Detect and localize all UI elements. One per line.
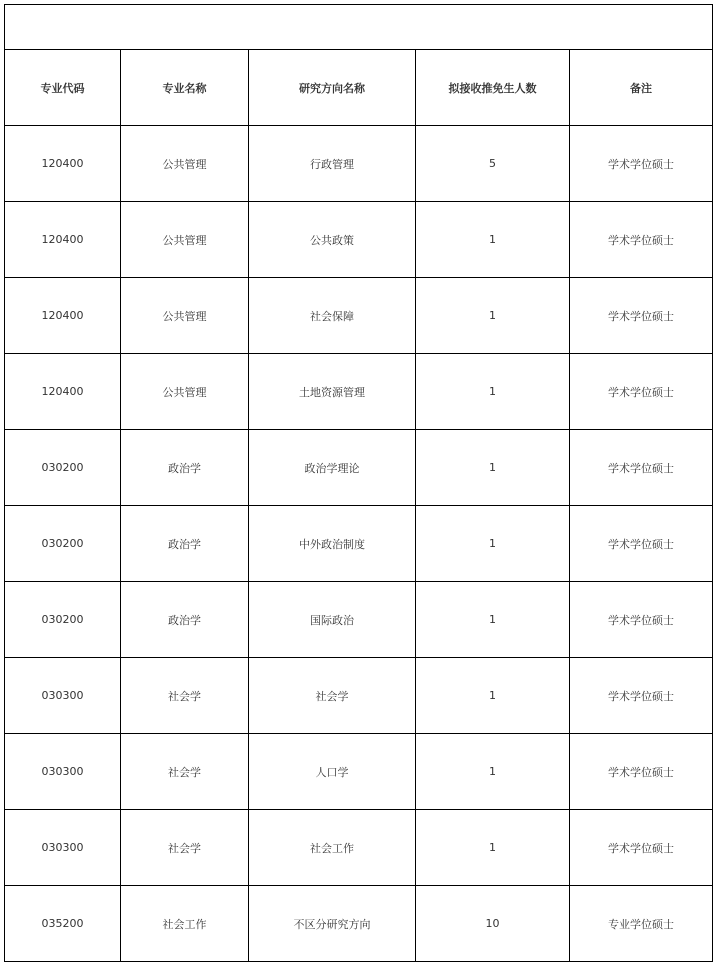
table-row [5, 810, 713, 886]
cell-major-name: 公共管理 [121, 202, 249, 278]
table-row [5, 430, 713, 506]
cell-remarks: 学术学位硕士 [570, 202, 713, 278]
cell-major-name: 公共管理 [121, 354, 249, 430]
cell-remarks: 学术学位硕士 [570, 658, 713, 734]
cell-major-name: 政治学 [121, 430, 249, 506]
cell-major-name: 社会学 [121, 734, 249, 810]
cell-major-name: 社会学 [121, 810, 249, 886]
cell-quota: 1 [416, 658, 570, 734]
cell-quota: 1 [416, 810, 570, 886]
cell-research-direction: 不区分研究方向 [249, 886, 416, 962]
cell-remarks: 学术学位硕士 [570, 734, 713, 810]
table-row [5, 202, 713, 278]
table-title [5, 5, 713, 50]
cell-major-code: 030200 [5, 582, 121, 658]
cell-major-code: 030300 [5, 734, 121, 810]
cell-major-code: 030300 [5, 658, 121, 734]
cell-major-code: 030300 [5, 810, 121, 886]
cell-research-direction: 国际政治 [249, 582, 416, 658]
cell-major-name: 社会工作 [121, 886, 249, 962]
cell-major-code: 030200 [5, 506, 121, 582]
cell-research-direction: 人口学 [249, 734, 416, 810]
header-major-code: 专业代码 [5, 50, 121, 126]
table-row [5, 506, 713, 582]
cell-quota: 5 [416, 126, 570, 202]
cell-quota: 1 [416, 734, 570, 810]
header-research-direction: 研究方向名称 [249, 50, 416, 126]
table-row [5, 734, 713, 810]
header-major-name: 专业名称 [121, 50, 249, 126]
cell-research-direction: 社会保障 [249, 278, 416, 354]
cell-remarks: 学术学位硕士 [570, 810, 713, 886]
admissions-table [4, 4, 713, 962]
cell-major-code: 120400 [5, 202, 121, 278]
cell-major-code: 120400 [5, 354, 121, 430]
cell-research-direction: 土地资源管理 [249, 354, 416, 430]
cell-major-name: 社会学 [121, 658, 249, 734]
cell-major-code: 035200 [5, 886, 121, 962]
cell-remarks: 学术学位硕士 [570, 126, 713, 202]
cell-major-code: 120400 [5, 126, 121, 202]
cell-research-direction: 行政管理 [249, 126, 416, 202]
table-row [5, 354, 713, 430]
cell-remarks: 学术学位硕士 [570, 582, 713, 658]
cell-major-name: 公共管理 [121, 278, 249, 354]
header-remarks: 备注 [570, 50, 713, 126]
cell-quota: 1 [416, 278, 570, 354]
cell-quota: 1 [416, 354, 570, 430]
cell-quota: 10 [416, 886, 570, 962]
table-row [5, 126, 713, 202]
cell-remarks: 学术学位硕士 [570, 278, 713, 354]
cell-research-direction: 政治学理论 [249, 430, 416, 506]
cell-remarks: 学术学位硕士 [570, 430, 713, 506]
cell-remarks: 学术学位硕士 [570, 354, 713, 430]
cell-quota: 1 [416, 430, 570, 506]
table-row [5, 582, 713, 658]
cell-quota: 1 [416, 202, 570, 278]
cell-remarks: 专业学位硕士 [570, 886, 713, 962]
cell-research-direction: 社会学 [249, 658, 416, 734]
cell-quota: 1 [416, 582, 570, 658]
cell-major-code: 030200 [5, 430, 121, 506]
cell-major-code: 120400 [5, 278, 121, 354]
cell-major-name: 公共管理 [121, 126, 249, 202]
cell-remarks: 学术学位硕士 [570, 506, 713, 582]
header-quota: 拟接收推免生人数 [416, 50, 570, 126]
table-row [5, 658, 713, 734]
table-row [5, 886, 713, 962]
header-row [5, 50, 713, 126]
cell-research-direction: 社会工作 [249, 810, 416, 886]
cell-quota: 1 [416, 506, 570, 582]
cell-major-name: 政治学 [121, 582, 249, 658]
title-row [5, 5, 713, 50]
cell-research-direction: 中外政治制度 [249, 506, 416, 582]
cell-research-direction: 公共政策 [249, 202, 416, 278]
table-row [5, 278, 713, 354]
cell-major-name: 政治学 [121, 506, 249, 582]
